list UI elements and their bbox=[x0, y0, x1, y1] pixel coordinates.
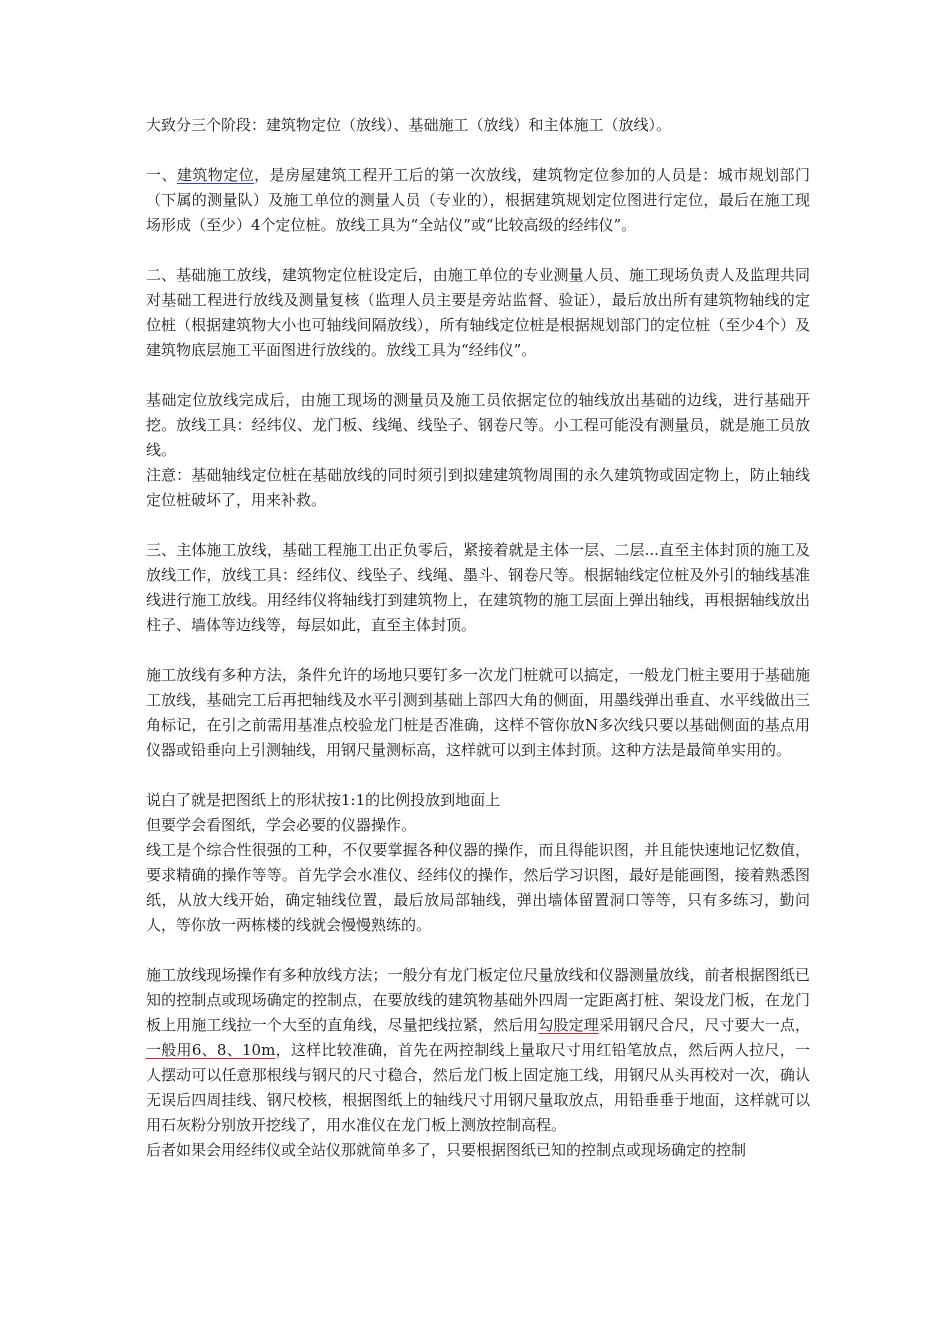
paragraph-gap bbox=[146, 513, 810, 538]
section-one-text: ，是房屋建筑工程开工后的第一次放线，建筑物定位参加的人员是：城市规划部门（下属的测量队）及施工单位的测量人员（专业的），根据建筑规划定位图进行定位，最后在施工现场形成（至少）4个定位桩。放线工具为“全站仪”或“比较高级的经纬仪”。 bbox=[146, 166, 810, 234]
field-operation-paragraph bbox=[146, 963, 810, 1138]
intro-paragraph: 大致分三个阶段：建筑物定位（放线）、基础施工（放线）和主体施工（放线）。 bbox=[146, 116, 672, 134]
field-operation-text-3: ，这样比较准确，首先在两控制线上量取尺寸用红铅笔放点，然后两人拉尺，一人摆动可以任意那根线与钢尺的尺寸稳合，然后龙门板上固定施工线，用钢尺从头再校对一次，确认无误后四周挂线、钢尺校核，根据图纸上的轴线尺寸用钢尺量取放点，用铅垂垂于地面，这样就可以用石灰粉分别放开挖线了，用水准仪在龙门板上测放控制高程。 bbox=[146, 1041, 810, 1134]
field-operation-text-1: 施工放线现场操作有多种放线方法；一般分有龙门板定位尺量放线和仪器测量放线，前者根据图纸已知的控制点或现场确定的控制点，在要放线的建筑物基础外四周一定距离打桩、架设龙门板，在龙门板上用施工线拉一个大至的直角线，尽量把线拉紧，然后用 bbox=[146, 966, 810, 1034]
document-page bbox=[146, 113, 810, 1163]
instrument-paragraph: 后者如果会用经纬仪或全站仪那就简单多了，只要根据图纸已知的控制点或现场确定的控制 bbox=[146, 1141, 747, 1159]
learn-line: 但要学会看图纸，学会必要的仪器操作。 bbox=[146, 816, 417, 834]
paragraph-gap bbox=[146, 638, 810, 663]
methods-paragraph: 施工放线有多种方法，条件允许的场地只要钉多一次龙门桩就可以搞定，一般龙门桩主要用于基础施工放线，基础完工后再把轴线及水平引测到基础上部四大角的侧面，用墨线弹出垂直、水平线做出三角标记，在引之前需用基准点校验龙门桩是否准确，这样不管你放N多次线只要以基础侧面的基点用仪器或铅垂向上引测轴线，用钢尺量测标高，这样就可以到主体封顶。这种方法是最简单实用的。 bbox=[146, 666, 810, 759]
field-operation-text-2: 采用钢尺合尺，尺寸要大一点， bbox=[598, 1016, 810, 1034]
section-one-paragraph bbox=[146, 163, 810, 238]
building-positioning-link[interactable]: 建筑物定位 bbox=[176, 166, 255, 184]
paragraph-gap bbox=[146, 763, 810, 788]
line-worker-paragraph: 线工是个综合性很强的工种，不仅要掌握各种仪器的操作，而且得能识图，并且能快速地记忆数值，要求精确的操作等等。首先学会水准仪、经纬仪的操作，然后学习识图，最好是能画图，接着熟悉图纸，从放大线开始，确定轴线位置，最后放局部轴线，弹出墙体留置洞口等等，只有多练习，勤问人，等你放一两栋楼的线就会慢慢熟练的。 bbox=[146, 841, 810, 934]
tape-length-link[interactable]: 一般用6、8、10m bbox=[146, 1041, 276, 1059]
note-paragraph: 注意：基础轴线定位桩在基础放线的同时须引到拟建建筑物周围的永久建筑物或固定物上，防止轴线定位桩破坏了，用来补救。 bbox=[146, 466, 810, 509]
section-one-prefix: 一、 bbox=[146, 166, 177, 184]
foundation-layout-paragraph: 基础定位放线完成后，由施工现场的测量员及施工员依据定位的轴线放出基础的边线，进行基础开挖。放线工具：经纬仪、龙门板、线绳、线坠子、钢卷尺等。小工程可能没有测量员，就是施工员放线。 bbox=[146, 391, 810, 459]
paragraph-gap bbox=[146, 138, 810, 163]
pythagorean-theorem-link[interactable]: 勾股定理 bbox=[538, 1016, 599, 1034]
paragraph-gap bbox=[146, 938, 810, 963]
section-two-paragraph: 二、基础施工放线，建筑物定位桩设定后，由施工单位的专业测量人员、施工现场负责人及监理共同对基础工程进行放线及测量复核（监理人员主要是旁站监督、验证），最后放出所有建筑物轴线的定位桩（根据建筑物大小也可轴线间隔放线），所有轴线定位桩是根据规划部门的定位桩（至少4个）及建筑物底层施工平面图进行放线的。放线工具为“经纬仪”。 bbox=[146, 266, 810, 359]
paragraph-gap bbox=[146, 238, 810, 263]
summary-line: 说白了就是把图纸上的形状按1:1的比例投放到地面上 bbox=[146, 791, 501, 809]
section-three-paragraph: 三、主体施工放线，基础工程施工出正负零后，紧接着就是主体一层、二层...直至主体封顶的施工及放线工作，放线工具：经纬仪、线坠子、线绳、墨斗、钢卷尺等。根据轴线定位桩及外引的轴线基准线进行施工放线。用经纬仪将轴线打到建筑物上，在建筑物的施工层面上弹出轴线，再根据轴线放出柱子、墙体等边线等，每层如此，直至主体封顶。 bbox=[146, 541, 810, 634]
paragraph-gap bbox=[146, 363, 810, 388]
